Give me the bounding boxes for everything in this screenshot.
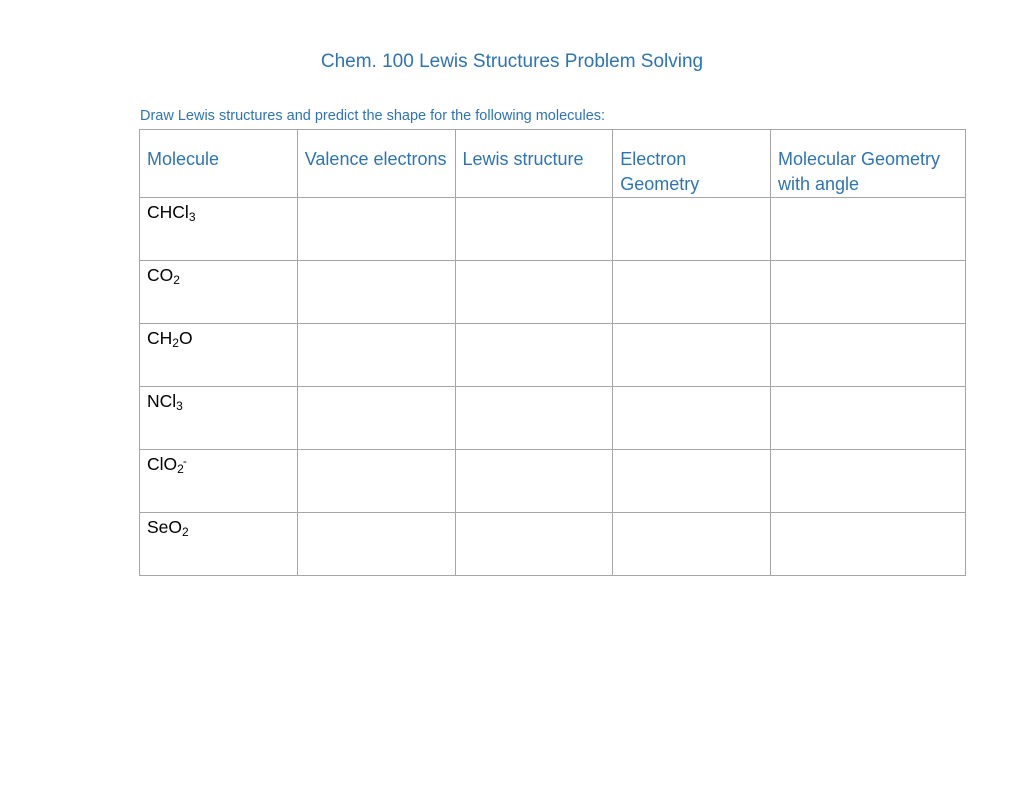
answer-cell[interactable]: [297, 513, 455, 576]
answer-cell[interactable]: [297, 450, 455, 513]
header-molecular-geometry: Molecular Geometry with angle: [771, 130, 966, 198]
answer-cell[interactable]: [455, 198, 613, 261]
table-header-row: [140, 130, 966, 198]
answer-cell[interactable]: [771, 198, 966, 261]
header-lewis-structure: Lewis structure: [455, 130, 613, 198]
answer-cell[interactable]: [771, 513, 966, 576]
header-electron-geometry: Electron Geometry: [613, 130, 771, 198]
page-title: Chem. 100 Lewis Structures Problem Solving: [320, 51, 704, 72]
table-row: [140, 324, 966, 387]
table-row: [140, 198, 966, 261]
molecule-cell: NCl$_3$: [140, 387, 298, 450]
answer-cell[interactable]: [297, 198, 455, 261]
molecule-cell: CHCl$_3$: [140, 198, 298, 261]
header-valence-electrons: Valence electrons: [297, 130, 455, 198]
answer-cell[interactable]: [297, 261, 455, 324]
lewis-structures-table: [139, 129, 966, 576]
molecule-cell: $CH_2O$: [140, 324, 298, 387]
table-row: [140, 513, 966, 576]
table-row: [140, 387, 966, 450]
answer-cell[interactable]: [771, 387, 966, 450]
answer-cell[interactable]: [613, 450, 771, 513]
answer-cell[interactable]: [613, 261, 771, 324]
table-row: [140, 261, 966, 324]
answer-cell[interactable]: [613, 387, 771, 450]
answer-cell[interactable]: [771, 261, 966, 324]
answer-cell[interactable]: [455, 261, 613, 324]
molecule-cell: SeO$_2$: [140, 513, 298, 576]
instructions-text: Draw Lewis structures and predict the shape for the following molecules:: [140, 108, 606, 124]
molecule-cell: $CO_2$: [140, 261, 298, 324]
answer-cell[interactable]: [613, 198, 771, 261]
answer-cell[interactable]: [613, 324, 771, 387]
answer-cell[interactable]: [297, 387, 455, 450]
ion-charge: -: [182, 454, 187, 468]
answer-cell[interactable]: [455, 324, 613, 387]
answer-cell[interactable]: [297, 324, 455, 387]
answer-cell[interactable]: [455, 513, 613, 576]
answer-cell[interactable]: [613, 513, 771, 576]
answer-cell[interactable]: [455, 450, 613, 513]
answer-cell[interactable]: [771, 324, 966, 387]
molecule-cell: ClO$_2$-: [140, 450, 298, 513]
table-row: [140, 450, 966, 513]
header-molecule: Molecule: [140, 130, 298, 198]
answer-cell[interactable]: [771, 450, 966, 513]
answer-cell[interactable]: [455, 387, 613, 450]
